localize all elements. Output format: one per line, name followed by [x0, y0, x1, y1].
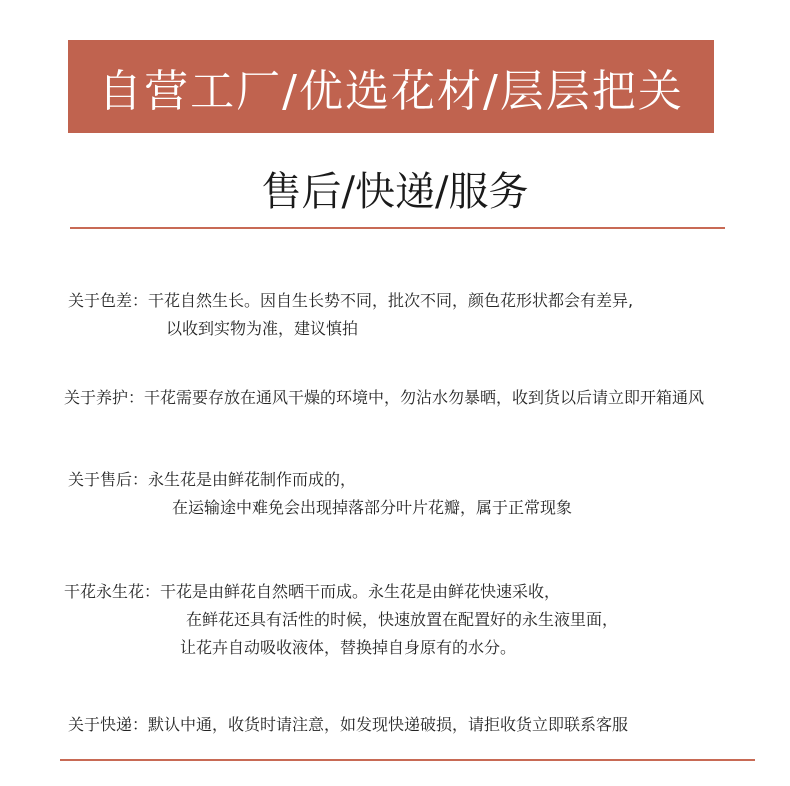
after-sale-note [68, 466, 572, 522]
header-banner [68, 40, 714, 133]
dried-note-line-3: 让花卉自动吸收液体，替换掉自身原有的水分。 [180, 638, 517, 657]
after-sale-line-1: 关于售后：永生花是由鲜花制作而成的， [68, 470, 357, 489]
bottom-divider [60, 759, 755, 761]
color-difference-note [68, 287, 633, 343]
color-note-line-1: 关于色差：干花自然生长。因自生长势不同，批次不同，颜色花形状都会有差异, [68, 291, 634, 310]
shipping-note-line-1: 关于快递：默认中通，收货时请注意，如发现快递破损，请拒收货立即联系客服 [68, 715, 629, 734]
banner-title: 自营工厂/优选花材/层层把关 [98, 65, 684, 117]
dried-note-line-2: 在鲜花还具有活性的时候，快速放置在配置好的永生液里面， [186, 610, 619, 629]
after-sale-line-2: 在运输途中难免会出现掉落部分叶片花瓣，属于正常现象 [172, 498, 573, 517]
care-note-line-1: 关于养护：干花需要存放在通风干燥的环境中，勿沾水勿暴晒，收到货以后请立即开箱通风 [64, 388, 705, 407]
top-divider [70, 227, 725, 229]
dried-preserved-note [64, 578, 618, 662]
page-subtitle: 售后/快递/服务 [261, 169, 529, 215]
dried-note-line-1: 干花永生花：干花是由鲜花自然晒干而成。永生花是由鲜花快速采收， [64, 582, 561, 601]
care-note [64, 384, 704, 412]
color-note-line-2: 以收到实物为准，建议慎拍 [166, 319, 359, 338]
shipping-note [68, 711, 628, 739]
